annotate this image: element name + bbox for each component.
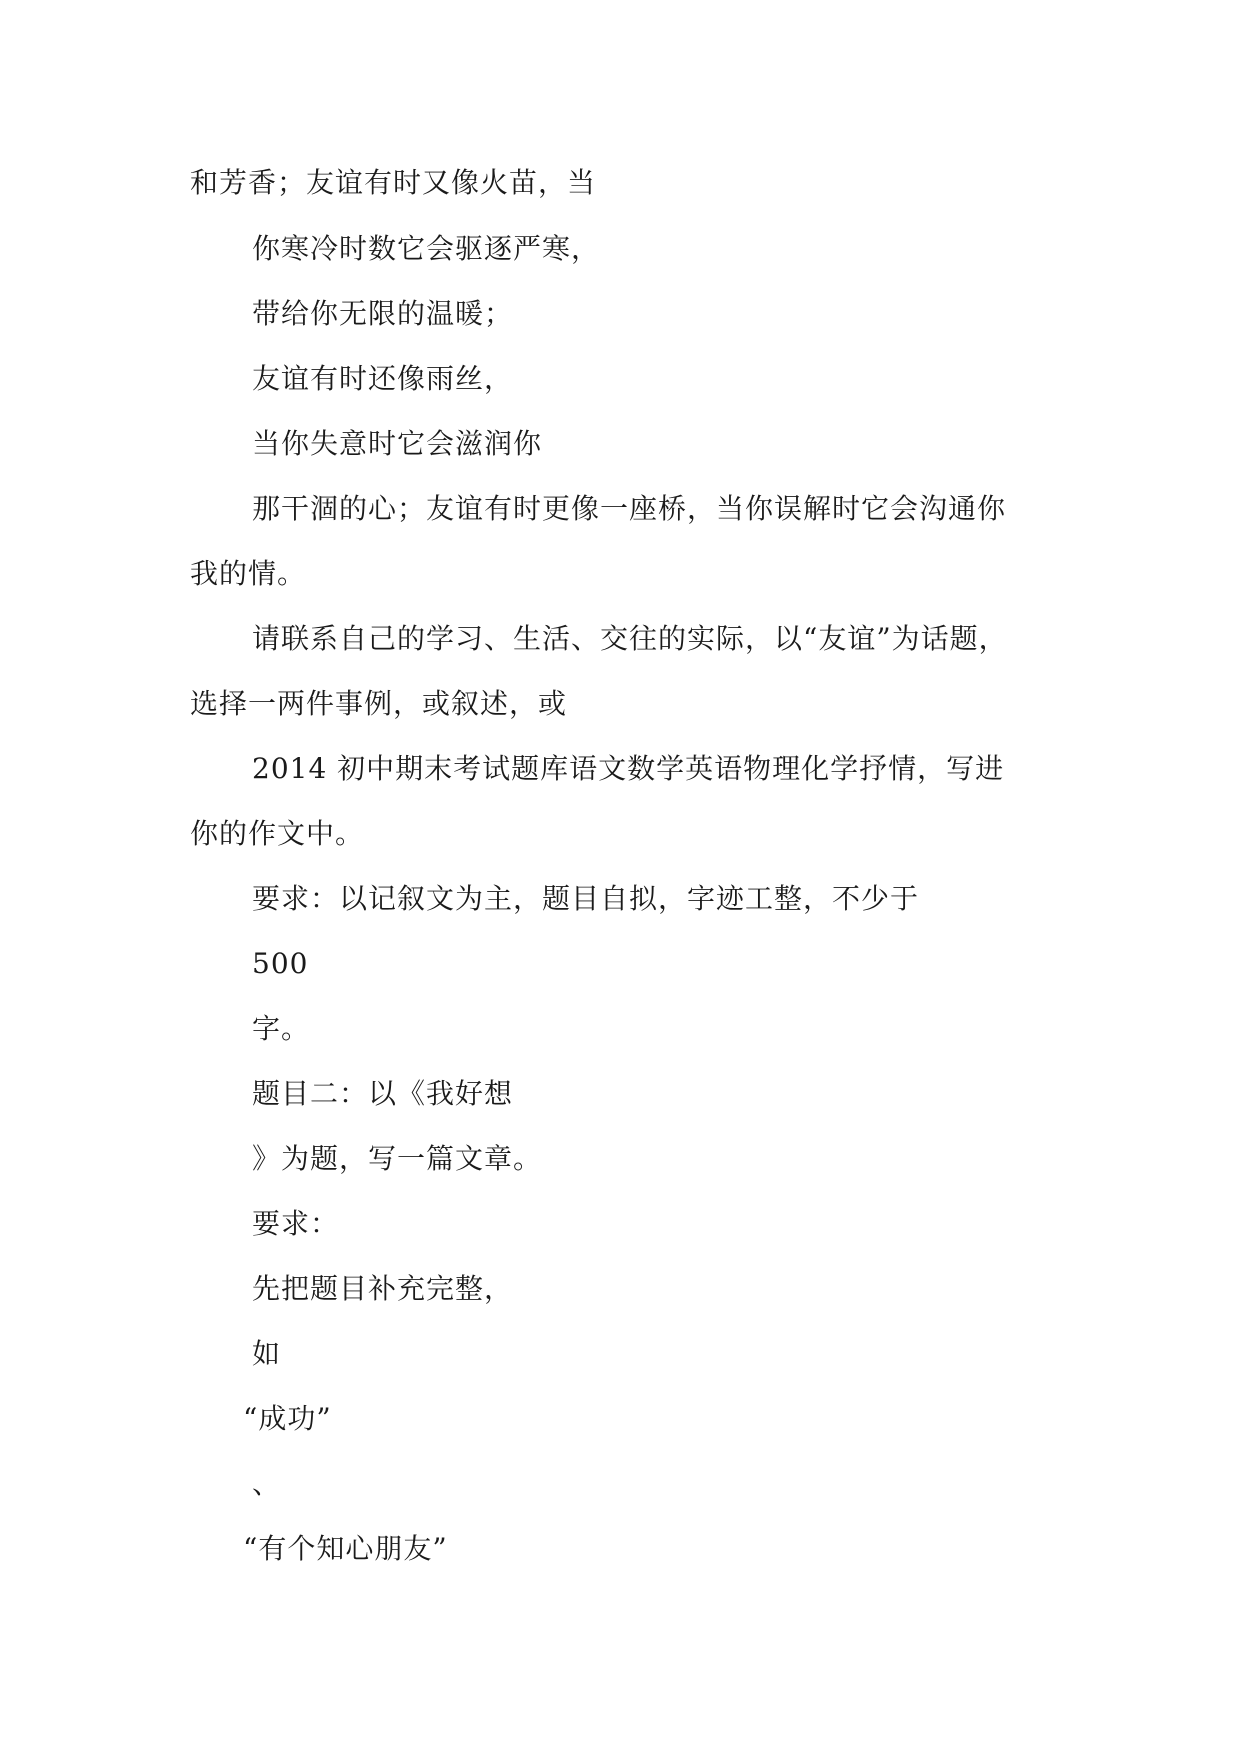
text-line: 字。 (252, 1012, 311, 1045)
text-line: 要求： (252, 1207, 340, 1240)
text-line: 友谊有时还像雨丝， (252, 362, 514, 395)
text-line: 那干涸的心；友谊有时更像一座桥，当你误解时它会沟通你 (252, 492, 1007, 525)
text-line: 带给你无限的温暖； (252, 297, 514, 330)
text-line: 你寒冷时数它会驱逐严寒， (252, 232, 601, 265)
text-line: 2014 初中期末考试题库语文数学英语物理化学抒情，写进 (252, 752, 1005, 785)
text-line: 、 (252, 1467, 282, 1500)
text-line: 500 (252, 947, 309, 980)
text-line: 选择一两件事例，或叙述，或 (190, 687, 568, 720)
text-line: 当你失意时它会滋润你 (252, 427, 543, 460)
text-line: “有个知心朋友” (243, 1532, 448, 1565)
text-line: 请联系自己的学习、生活、交往的实际，以“友谊”为话题， (252, 622, 1008, 655)
text-line: “成功” (243, 1402, 332, 1435)
text-line: 》为题，写一篇文章。 (252, 1142, 543, 1175)
text-line: 先把题目补充完整， (252, 1272, 514, 1305)
text-line: 如 (252, 1337, 282, 1370)
text-line: 你的作文中。 (190, 817, 365, 850)
text-line: 和芳香；友谊有时又像火苗，当 (190, 166, 597, 199)
text-line: 要求：以记叙文为主，题目自拟，字迹工整，不少于 (252, 882, 920, 915)
text-line: 题目二：以《我好想 (252, 1077, 514, 1110)
text-line: 我的情。 (190, 557, 307, 590)
